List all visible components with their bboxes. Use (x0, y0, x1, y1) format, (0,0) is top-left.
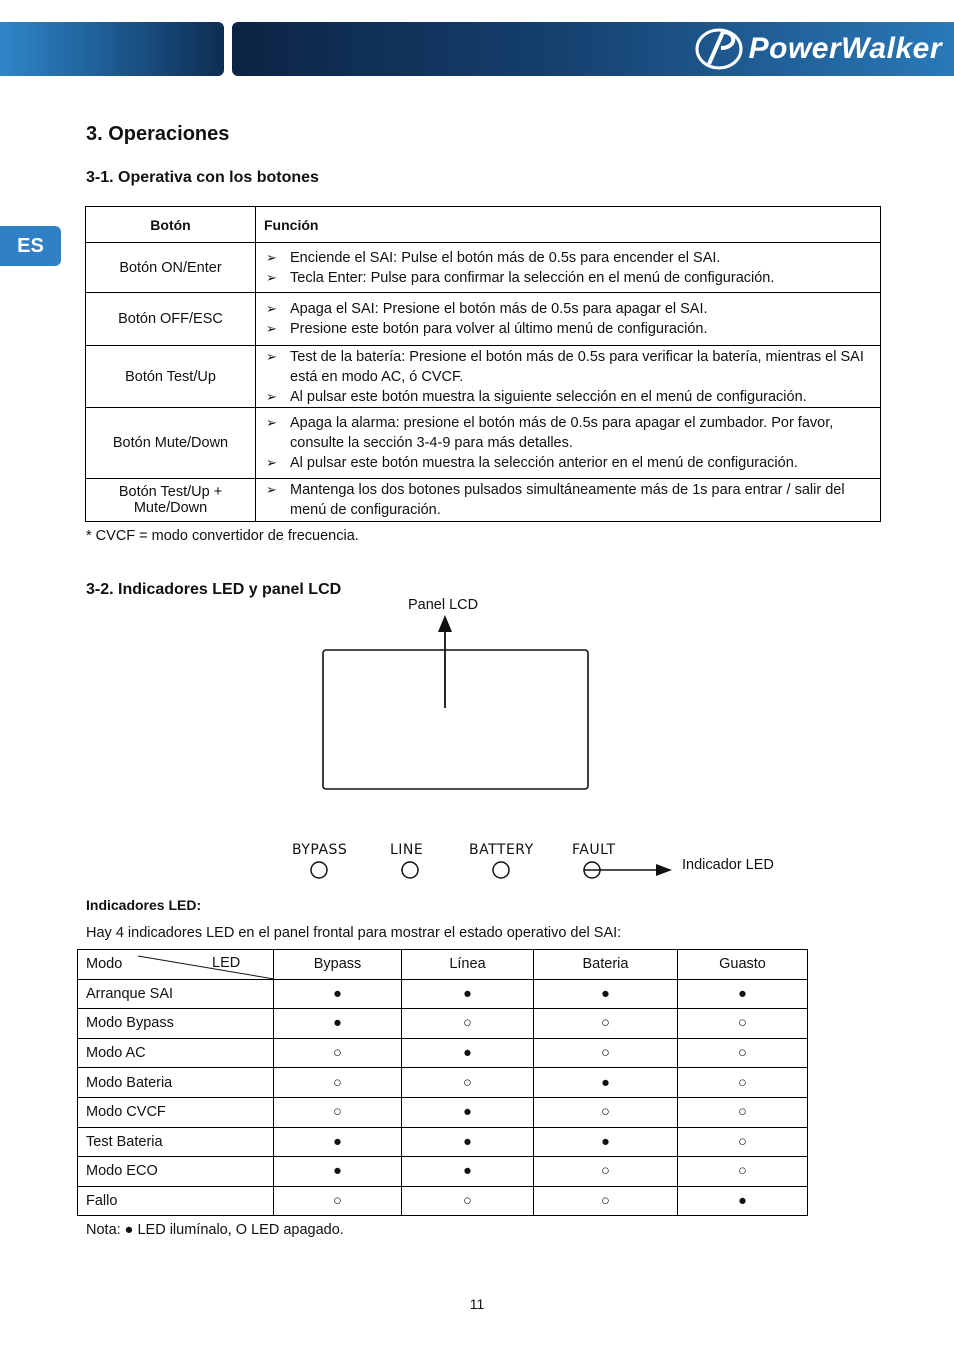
column-header: Bypass (274, 950, 402, 980)
led-state-cell: ○ (274, 1186, 402, 1216)
led-heading: Indicadores LED: (86, 897, 202, 913)
led-state-cell: ○ (534, 1009, 678, 1039)
list-item: ➢ Enciende el SAI: Pulse el botón más de 0.5s para encender el SAI. (266, 249, 721, 266)
led-status-table (77, 949, 808, 1216)
page-number: 11 (469, 1296, 485, 1312)
list-item: ➢ Test de la batería: Presione el botón más de 0.5s para verificar la batería, mientras el SAI está en modo AC, ó CVCF. (266, 348, 864, 385)
table-row (78, 1157, 808, 1187)
corner-mode-label: Modo (86, 956, 123, 973)
arrow-bullet-icon: ➢ (266, 269, 277, 285)
led-name-line: LINE (390, 842, 424, 858)
arrow-bullet-icon: ➢ (266, 388, 277, 404)
led-state-cell: ○ (274, 1038, 402, 1068)
arrow-up-icon (438, 615, 452, 632)
table-row (78, 1127, 808, 1157)
button-name: Botón ON/Enter (86, 243, 256, 293)
arrow-bullet-icon: ➢ (266, 415, 277, 430)
led-name-fault: FAULT (572, 842, 616, 858)
led-state-cell: ○ (678, 1038, 808, 1068)
led-state-cell: ○ (678, 1157, 808, 1187)
led-state-cell: ○ (678, 1068, 808, 1098)
led-state-cell: ● (274, 1127, 402, 1157)
led-state-cell: ● (402, 979, 534, 1009)
led-line-circle (402, 862, 418, 878)
list-item: ➢ Al pulsar este botón muestra la siguiente selección en el menú de configuración. (266, 388, 807, 405)
arrow-bullet-icon: ➢ (266, 321, 277, 336)
led-state-cell: ● (534, 979, 678, 1009)
language-tab: ES (0, 226, 61, 266)
mode-cell: Fallo (78, 1186, 274, 1216)
led-state-cell: ○ (534, 1157, 678, 1187)
led-name-bypass: BYPASS (292, 842, 348, 858)
header-cell: Función (256, 207, 881, 243)
list-item: ➢ Tecla Enter: Pulse para confirmar la selección en el menú de configuración. (266, 269, 775, 286)
button-name: Botón Test/Up + Mute/Down (86, 479, 256, 522)
list-item: ➢ Apaga la alarma: presione el botón más de 0.5s para apagar el zumbador. Por favor, consulte la sección 3-4-9 para más detalles. (266, 415, 834, 451)
led-state-cell: ○ (678, 1009, 808, 1039)
arrow-bullet-icon: ➢ (266, 455, 277, 470)
led-state-cell: ○ (678, 1127, 808, 1157)
led-state-cell: ● (402, 1097, 534, 1127)
table-row (78, 1009, 808, 1039)
led-bypass-circle (311, 862, 327, 878)
corner-led-label: LED (212, 955, 241, 971)
list-item: ➢ Mantenga los dos botones pulsados simultáneamente más de 1s para entrar / salir del menú de configuración. (266, 482, 845, 518)
led-state-cell: ● (678, 979, 808, 1009)
arrow-bullet-icon: ➢ (266, 301, 277, 316)
led-state-cell: ● (402, 1127, 534, 1157)
led-state-cell: ● (274, 1009, 402, 1039)
led-state-cell: ● (534, 1068, 678, 1098)
led-state-cell: ○ (402, 1009, 534, 1039)
led-state-cell: ○ (534, 1097, 678, 1127)
column-header: Línea (402, 950, 534, 980)
button-name: Botón OFF/ESC (86, 293, 256, 346)
table-row (78, 979, 808, 1009)
arrow-right-icon (656, 864, 672, 876)
led-state-cell: ● (402, 1038, 534, 1068)
mode-cell: Modo CVCF (78, 1097, 274, 1127)
led-intro: Hay 4 indicadores LED en el panel frontal para mostrar el estado operativo del SAI: (86, 925, 622, 941)
led-state-cell: ● (678, 1186, 808, 1216)
lcd-panel-outline (323, 650, 588, 789)
lcd-panel-label: Panel LCD (408, 597, 479, 613)
led-state-cell: ● (274, 1157, 402, 1187)
led-state-cell: ● (274, 979, 402, 1009)
header-cell: Botón (86, 207, 256, 243)
led-state-cell: ○ (678, 1097, 808, 1127)
mode-cell: Modo Bypass (78, 1009, 274, 1039)
column-header: Guasto (678, 950, 808, 980)
table-header-row (78, 950, 808, 980)
cvcf-note: * CVCF = modo convertidor de frecuencia. (86, 528, 359, 544)
list-item: ➢ Apaga el SAI: Presione el botón más de 0.5s para apagar el SAI. (266, 301, 708, 317)
arrow-bullet-icon: ➢ (266, 348, 277, 364)
column-header: Bateria (534, 950, 678, 980)
subsection-title-buttons: 3-1. Operativa con los botones (86, 169, 319, 186)
list-item: ➢ Al pulsar este botón muestra la selección anterior en el menú de configuración. (266, 455, 798, 471)
table-row (78, 1038, 808, 1068)
led-state-cell: ○ (402, 1186, 534, 1216)
mode-cell: Test Bateria (78, 1127, 274, 1157)
subsection-title-led: 3-2. Indicadores LED y panel LCD (86, 581, 342, 598)
brand-name: PowerWalker (748, 32, 942, 65)
led-state-cell: ○ (274, 1097, 402, 1127)
led-note: Nota: ● LED ilumínalo, O LED apagado. (86, 1222, 344, 1238)
led-state-cell: ○ (274, 1068, 402, 1098)
list-item: ➢ Presione este botón para volver al último menú de configuración. (266, 321, 708, 337)
table-row (78, 1068, 808, 1098)
arrow-bullet-icon: ➢ (266, 482, 277, 497)
led-battery-circle (493, 862, 509, 878)
button-name: Botón Mute/Down (86, 408, 256, 479)
table-row (78, 1097, 808, 1127)
mode-cell: Modo AC (78, 1038, 274, 1068)
arrow-bullet-icon: ➢ (266, 249, 277, 265)
button-name: Botón Test/Up (86, 346, 256, 408)
section-title: 3. Operaciones (86, 123, 230, 145)
led-state-cell: ○ (534, 1038, 678, 1068)
corner-cell (78, 950, 274, 980)
led-state-cell: ● (402, 1157, 534, 1187)
mode-cell: Arranque SAI (78, 979, 274, 1009)
led-indicator-label: Indicador LED (682, 857, 774, 873)
mode-cell: Modo Bateria (78, 1068, 274, 1098)
table-row (78, 1186, 808, 1216)
led-name-battery: BATTERY (469, 842, 534, 858)
mode-cell: Modo ECO (78, 1157, 274, 1187)
led-state-cell: ○ (534, 1186, 678, 1216)
led-state-cell: ● (534, 1127, 678, 1157)
led-state-cell: ○ (402, 1068, 534, 1098)
